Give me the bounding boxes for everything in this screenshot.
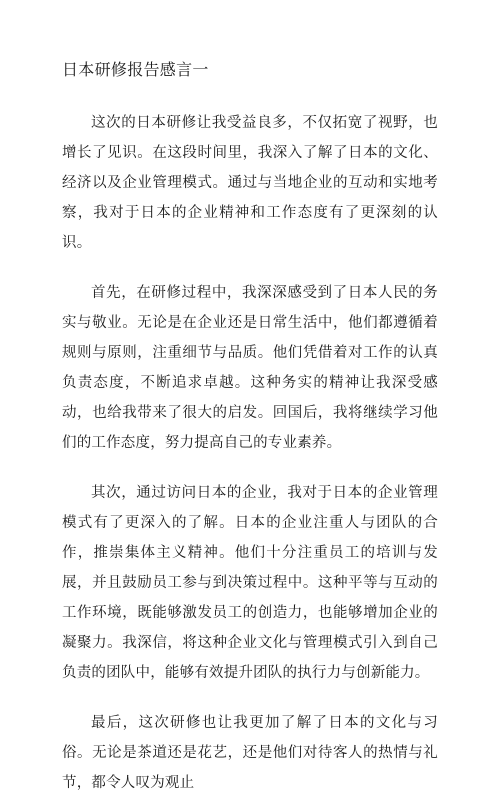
paragraph-3: 其次，通过访问日本的企业，我对于日本的企业管理模式有了更深入的了解。日本的企业注重人与团队的合作，推崇集体主义精神。他们十分注重员工的培训与发展，并且鼓励员工参与到决策过程中。这种平等与互动的工作环境，既能够激发员工的创造力，也能够增加企业的凝聚力。我深信，将这种企业文化与管理模式引入到自己负责的团队中，能够有效提升团队的执行力与创新能力。: [62, 485, 438, 681]
paragraph-4: 最后，这次研修也让我更加了解了日本的文化与习俗。无论是茶道还是花艺，还是他们对待客人的热情与礼节，都令人叹为观止: [62, 715, 438, 791]
paragraph-2: 首先，在研修过程中，我深深感受到了日本人民的务实与敬业。无论是在企业还是日常生活中，他们都遵循着规则与原则，注重细节与品质。他们凭借着对工作的认真负责态度，不断追求卓越。这种务实的精神让我深受感动，也给我带来了很大的启发。回国后，我将继续学习他们的工作态度，努力提高自己的专业素养。: [62, 285, 438, 451]
paragraph-1: 这次的日本研修让我受益良多，不仅拓宽了视野，也增长了见识。在这段时间里，我深入了解了日本的文化、经济以及企业管理模式。通过与当地企业的互动和实地考察，我对于日本的企业精神和工作态度有了更深刻的认识。: [62, 115, 438, 251]
document-title: 日本研修报告感言一: [62, 60, 209, 79]
